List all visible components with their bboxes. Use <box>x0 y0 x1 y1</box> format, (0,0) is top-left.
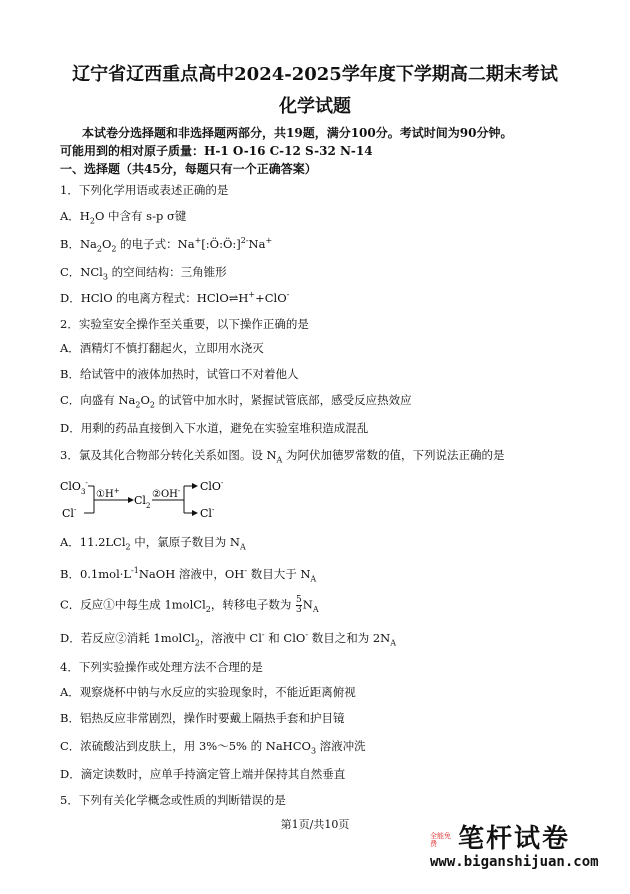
question-4-option-a: A．观察烧杯中钠与水反应的实验现象时，不能近距离俯视 <box>60 685 356 699</box>
diagram-arrowhead-top <box>192 483 198 489</box>
diagram-step-1: ①H+ <box>96 487 120 500</box>
exam-title: 辽宁省辽西重点高中2024-2025学年度下学期高二期末考试 <box>72 64 558 85</box>
page-number: 第1页/共10页 <box>280 818 350 831</box>
diagram-left-top: ClO$_3$- <box>60 479 88 496</box>
question-2-option-c: C．向盛有 $Na_2O_2$ 的试管中加水时，紧握试管底部，感受反应热效应 <box>60 393 412 410</box>
question-3-option-d: D．若反应②消耗 1molCl$_2$，溶液中 Cl- 和 ClO- 数目之和为 $2N_A$ <box>60 630 397 648</box>
question-1-option-b: B．$Na_2O_2$ 的电子式：Na+[:Ö:Ö:]$^{2-}$Na+ <box>60 236 273 254</box>
question-3-option-b: B．$0.1mol\cdot L^{-1}NaOH$ 溶液中，OH- 数目大于 $N_A$ <box>60 566 317 584</box>
question-4-option-c: C．浓硫酸沾到皮肤上，用 3%～5% 的 NaHCO$_3$ 溶液冲洗 <box>60 739 366 756</box>
question-2-option-b: B．给试管中的液体加热时，试管口不对着他人 <box>60 367 299 381</box>
diagram-center: $Cl_2$ <box>134 494 151 510</box>
diagram-right-top: ClO- <box>200 479 224 493</box>
watermark-tag: 全能免费 <box>430 832 451 848</box>
atomic-masses: 可能用到的相对原子质量：H-1 O-16 C-12 S-32 N-14 <box>60 144 373 158</box>
diagram-step-2: ②OH- <box>152 487 181 500</box>
question-2-option-a: A．酒精灯不慎打翻起火，立即用水浇灭 <box>60 341 264 355</box>
question-3-option-c: C．反应①中每生成 1molCl$_2$，转移电子数为 $\frac{5}{3}$ $N_A$ <box>60 595 319 615</box>
watermark-name: 笔杆试卷 <box>458 824 571 854</box>
question-5-stem: 5．下列有关化学概念或性质的判断错误的是 <box>60 793 286 807</box>
question-4-stem: 4．下列实验操作或处理方法不合理的是 <box>60 660 263 674</box>
diagram-arrowhead-bottom <box>192 510 198 516</box>
chlorine-conversion-diagram <box>60 475 260 525</box>
question-1-option-d: D．HClO 的电离方程式：HClO⇌H++ClO- <box>60 290 290 305</box>
question-3-option-a: A．11.2LCl$_2$ 中，氯原子数目为 $N_A$ <box>60 535 246 552</box>
question-4-option-d: D．滴定读数时，应单手持滴定管上端并保持其自然垂直 <box>60 767 346 781</box>
question-1-option-a: A．$H_2O$ 中含有 s-p σ键 <box>60 209 187 226</box>
exam-subtitle: 化学试题 <box>279 96 351 117</box>
fraction-five-thirds: $\frac{5}{3}$ <box>296 595 302 615</box>
question-2-option-d: D．用剩的药品直接倒入下水道，避免在实验室堆积造成混乱 <box>60 421 369 435</box>
question-1-option-c: C．NCl$_3$ 的空间结构：三角锥形 <box>60 265 227 282</box>
question-1-stem: 1．下列化学用语或表述正确的是 <box>60 183 229 197</box>
diagram-right-bottom: Cl- <box>200 506 215 520</box>
watermark-url: www.biganshijuan.com <box>430 854 599 870</box>
diagram-left-bottom: Cl- <box>62 506 77 520</box>
question-4-option-b: B．铝热反应非常剧烈，操作时要戴上隔热手套和护目镜 <box>60 711 345 725</box>
exam-intro-note: 本试卷分选择题和非选择题两部分，共19题，满分100分。考试时间为90分钟。 <box>82 126 513 140</box>
question-3-stem: 3．氯及其化合物部分转化关系如图。设 $N_A$ 为阿伏加德罗常数的值，下列说法正确的是 <box>60 448 505 465</box>
question-2-stem: 2．实验室安全操作至关重要，以下操作正确的是 <box>60 317 309 331</box>
peroxide-lewis-structure: [:Ö:Ö:] <box>201 237 241 251</box>
watermark-logo <box>430 818 620 878</box>
section-heading: 一、选择题（共45分，每题只有一个正确答案） <box>60 162 317 176</box>
